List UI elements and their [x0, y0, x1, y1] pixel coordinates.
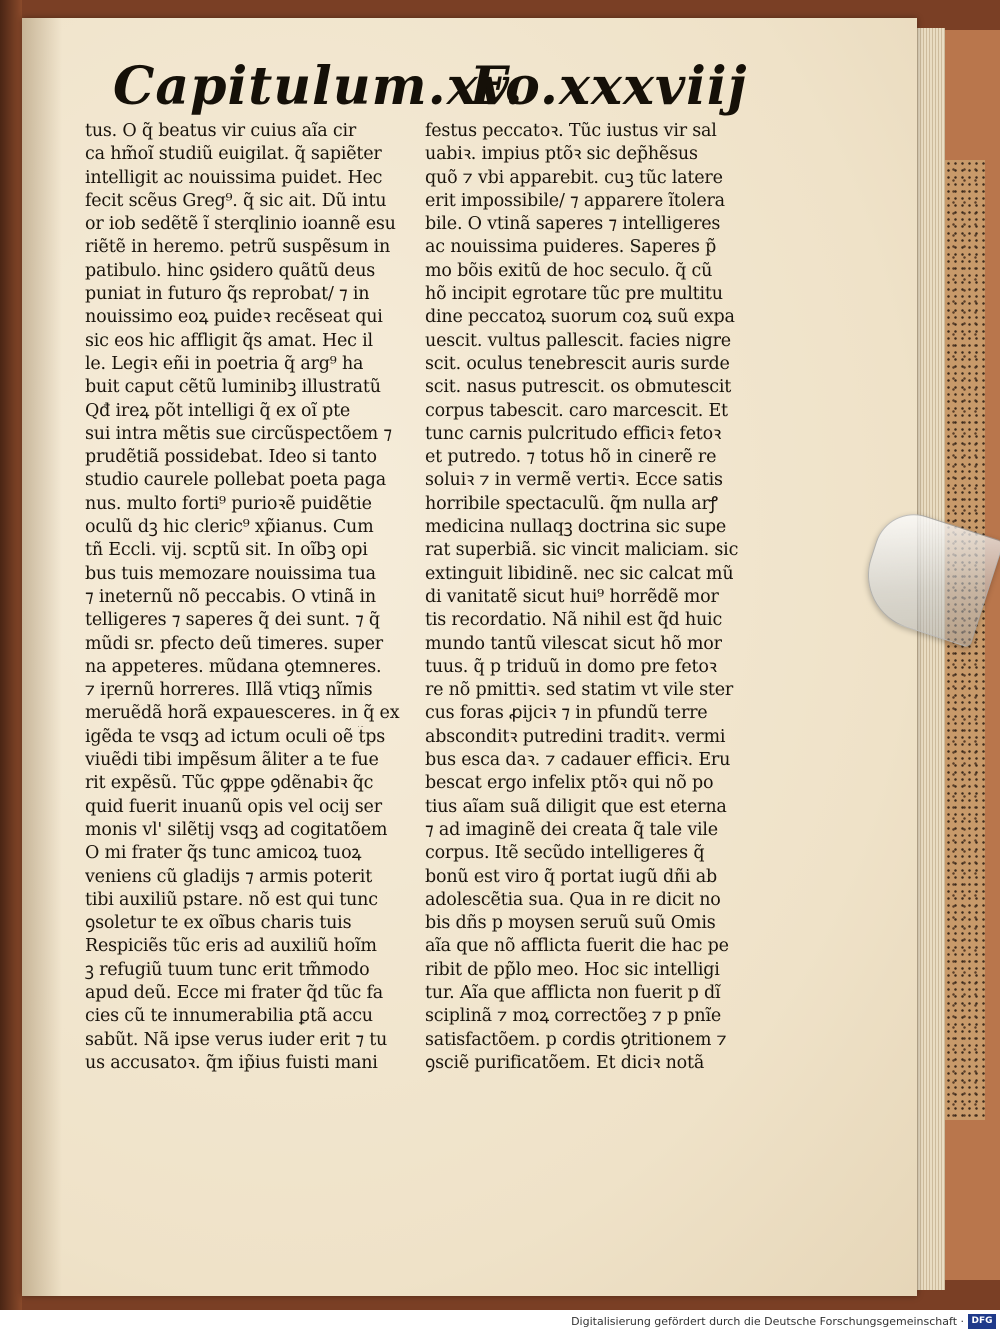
text-line: nouissimo eoꝝ puideꝛ recẽseat qui	[85, 307, 383, 328]
text-column-left	[85, 120, 410, 1075]
text-line: or iob sedẽtẽ ĩ sterqlinio ioannẽ esu	[85, 214, 396, 235]
text-line: mo bõis exitũ de hoc seculo. q̃ cũ	[425, 260, 713, 281]
text-line: absconditꝛ putredini traditꝛ. vermi	[425, 726, 726, 747]
text-line: veniens cũ gladijs ⁊ armis poterit	[85, 866, 373, 887]
text-line: us accusatoꝛ. q̃m ip̃ius fuisti mani	[85, 1052, 378, 1073]
text-line: tus. O q̃ beatus vir cuius aĩa cir	[85, 121, 357, 141]
text-line: meruẽdã horã expauesceres. in q̃ ex	[85, 703, 400, 724]
text-line: sabũt. Nã ipse verus iuder erit ⁊ tu	[85, 1029, 388, 1050]
book-spine	[0, 0, 22, 1310]
text-line: mundo tantũ vilescat sicut hõ mor	[425, 633, 722, 654]
text-line: rit expẽsũ. Tũc ꝙppe ꝯdẽnabiꝛ q̃c	[85, 773, 374, 794]
text-line: ⁊ ineternũ nõ peccabis. O vtinã in	[85, 586, 376, 607]
text-line: prudẽtiã possidebat. Ideo si tanto	[85, 447, 377, 468]
text-line: bonũ est viro q̃ portat iugũ dñi ab	[425, 866, 718, 887]
text-line: tius aĩam suã diligit que est eterna	[425, 796, 727, 817]
text-line: sui intra mẽtis sue circũspectõem ⁊	[85, 423, 392, 444]
folio-number: Fo.xxxviij	[470, 56, 748, 117]
text-line: mũdi sr. pfecto deũ timeres. super	[85, 633, 383, 654]
text-line: cies cũ te innumerabilia ꝑtã accu	[85, 1006, 373, 1027]
text-line: scit. oculus tenebrescit auris surde	[425, 353, 730, 374]
text-line: uabiꝛ. impius ptõꝛ sic dep̃hẽsus	[425, 144, 698, 165]
dfg-logo: DFG	[968, 1314, 996, 1329]
text-line: satisfactõem. p cordis ꝯtritionem ⁊	[425, 1029, 727, 1050]
text-line: ac nouissima puideres. Saperes p̃	[425, 237, 717, 258]
text-line: apud deũ. Ecce mi frater q̃d tũc fa	[85, 982, 384, 1003]
text-line: quõ ⁊ vbi apparebit. cuꝫ tũc latere	[425, 167, 723, 188]
text-line: extinguit libidinẽ. nec sic calcat mũ	[425, 563, 734, 584]
text-line: monis vl' silẽtij vsqꝫ ad cogitatõem	[85, 819, 388, 840]
text-line: bile. O vtinã saperes ⁊ intelligeres	[425, 214, 721, 235]
text-line: di vanitatẽ sicut hui⁹ horrẽdẽ mor	[425, 586, 719, 607]
text-line: fecit scẽus Greg⁹. q̃ sic ait. Dũ intu	[85, 190, 387, 211]
text-line: hõ incipit egrotare tũc pre multitu	[425, 284, 723, 305]
text-line: corpus. Itẽ secũdo intelligeres q̃	[425, 843, 705, 864]
text-line: ⁊ ad imaginẽ dei creata q̃ tale vile	[425, 819, 718, 840]
text-line: rat superbiã. sic vincit maliciam. sic	[425, 540, 739, 561]
text-line: ꝯsciẽ purificatõem. Et diciꝛ notã	[425, 1052, 705, 1073]
text-line: horribile spectaculũ. q̃m nulla arꝭ	[425, 493, 718, 514]
text-line: riẽtẽ in heremo. petrũ suspẽsum in	[85, 237, 391, 258]
text-line: oculũ dꝫ hic cleric⁹ xp̃ianus. Cum	[85, 517, 374, 538]
text-line: adolescẽtia sua. Qua in re dicit no	[425, 889, 721, 910]
text-line: soluiꝛ ⁊ in vermẽ vertiꝛ. Ecce satis	[425, 470, 723, 491]
text-line: sic eos hic affligit q̃s amat. Hec il	[85, 330, 373, 351]
text-line: viuẽdi tibi impẽsum ãliter a te fue	[85, 750, 379, 771]
text-line: telligeres ⁊ saperes q̃ dei sunt. ⁊ q̃	[85, 610, 380, 631]
funding-credit: Digitalisierung gefördert durch die Deutsche Forschungsgemeinschaft ·	[571, 1315, 964, 1328]
text-column-right	[425, 120, 755, 1075]
text-line: scit. nasus putrescit. os obmutescit	[425, 377, 732, 398]
text-line: intelligit ac nouissima puidet. Hec	[85, 167, 383, 188]
text-line: festus peccatoꝛ. Tũc iustus vir sal	[425, 121, 717, 141]
text-line: medicina nullaqꝫ doctrina sic supe	[425, 517, 727, 538]
text-line: quid fuerit inuanũ opis vel ocij ser	[85, 796, 382, 817]
text-line: na appeteres. mũdana ꝯtemneres.	[85, 656, 382, 677]
text-line: O mi frater q̃s tunc amicoꝝ tuoꝝ	[85, 843, 362, 864]
text-line: sciplinã ⁊ moꝝ correctõeꝫ ⁊ p pnĩe	[425, 1006, 722, 1027]
text-line: ca hm̃oĩ studiũ euigilat. q̃ sapiẽter	[85, 144, 382, 165]
text-line: corpus tabescit. caro marcescit. Et	[425, 400, 728, 421]
text-line: bescat ergo infelix ptõꝛ qui nõ po	[425, 773, 714, 794]
text-line: uescit. vultus pallescit. facies nigre	[425, 330, 731, 351]
text-line: nus. multo forti⁹ purioꝛẽ puidẽtie	[85, 493, 372, 514]
text-line: igẽda te vsqꝫ ad ictum oculi oẽ t̃ps	[85, 726, 385, 747]
text-line: puniat in futuro q̃s reprobat/ ⁊ in	[85, 284, 370, 305]
text-line: tis recordatio. Nã nihil est q̃d huic	[425, 610, 723, 631]
text-line: studio caurele pollebat poeta paga	[85, 470, 387, 491]
text-line: aĩa que nõ afflicta fuerit die hac pe	[425, 936, 729, 957]
text-line: tur. Aĩa que afflicta non fuerit p dĩ	[425, 982, 721, 1003]
text-line: le. Legiꝛ eñi in poetria q̃ arg⁹ ha	[85, 353, 364, 374]
text-line: ꝯsoletur te ex oĩbus charis tuis	[85, 913, 352, 934]
text-line: Qđ ireꝝ põt intelligi q̃ ex oĩ pte	[85, 400, 351, 421]
text-line: ⁊ iꝼernũ horreres. Illã vtiqꝫ nĩmis	[85, 680, 373, 701]
text-line: bus tuis memozare nouissima tua	[85, 563, 376, 584]
text-line: cus foras ꝓijciꝛ ⁊ in pfundũ terre	[425, 703, 708, 724]
text-line: erit impossibile/ ⁊ apparere ĩtolera	[425, 190, 725, 211]
text-line: tuus. q̃ p triduũ in domo pre fetoꝛ	[425, 656, 717, 677]
chapter-heading: Capitulum.xv.	[113, 56, 524, 117]
text-line: Respiciẽs tũc eris ad auxiliũ hoĩm	[85, 936, 377, 957]
text-line: bis dñs p moysen seruũ suũ Omis	[425, 913, 716, 934]
text-line: ꝫ refugiũ tuum tunc erit tm̃modo	[85, 959, 370, 980]
text-line: tñ Eccli. vij. scptũ sit. In oĩbꝫ opi	[85, 540, 368, 561]
text-line: ribit de pp̃lo meo. Hoc sic intelligi	[425, 959, 720, 980]
text-line: tunc carnis pulcritudo efficiꝛ fetoꝛ	[425, 423, 722, 444]
text-line: et putredo. ⁊ totus hõ in cinerẽ re	[425, 447, 717, 468]
text-line: bus esca daꝛ. ⁊ cadauer efficiꝛ. Eru	[425, 750, 731, 771]
text-line: buit caput cẽtũ luminibꝫ illustratũ	[85, 377, 381, 398]
page-gutter-shadow	[22, 18, 62, 1296]
text-line: re nõ pmittiꝛ. sed statim vt vile ster	[425, 680, 734, 701]
text-line: tibi auxiliũ pstare. nõ est qui tunc	[85, 889, 378, 910]
text-line: patibulo. hinc ꝯsidero quãtũ deus	[85, 260, 376, 281]
text-line: dine peccatoꝝ suorum coꝝ suũ expa	[425, 307, 735, 328]
